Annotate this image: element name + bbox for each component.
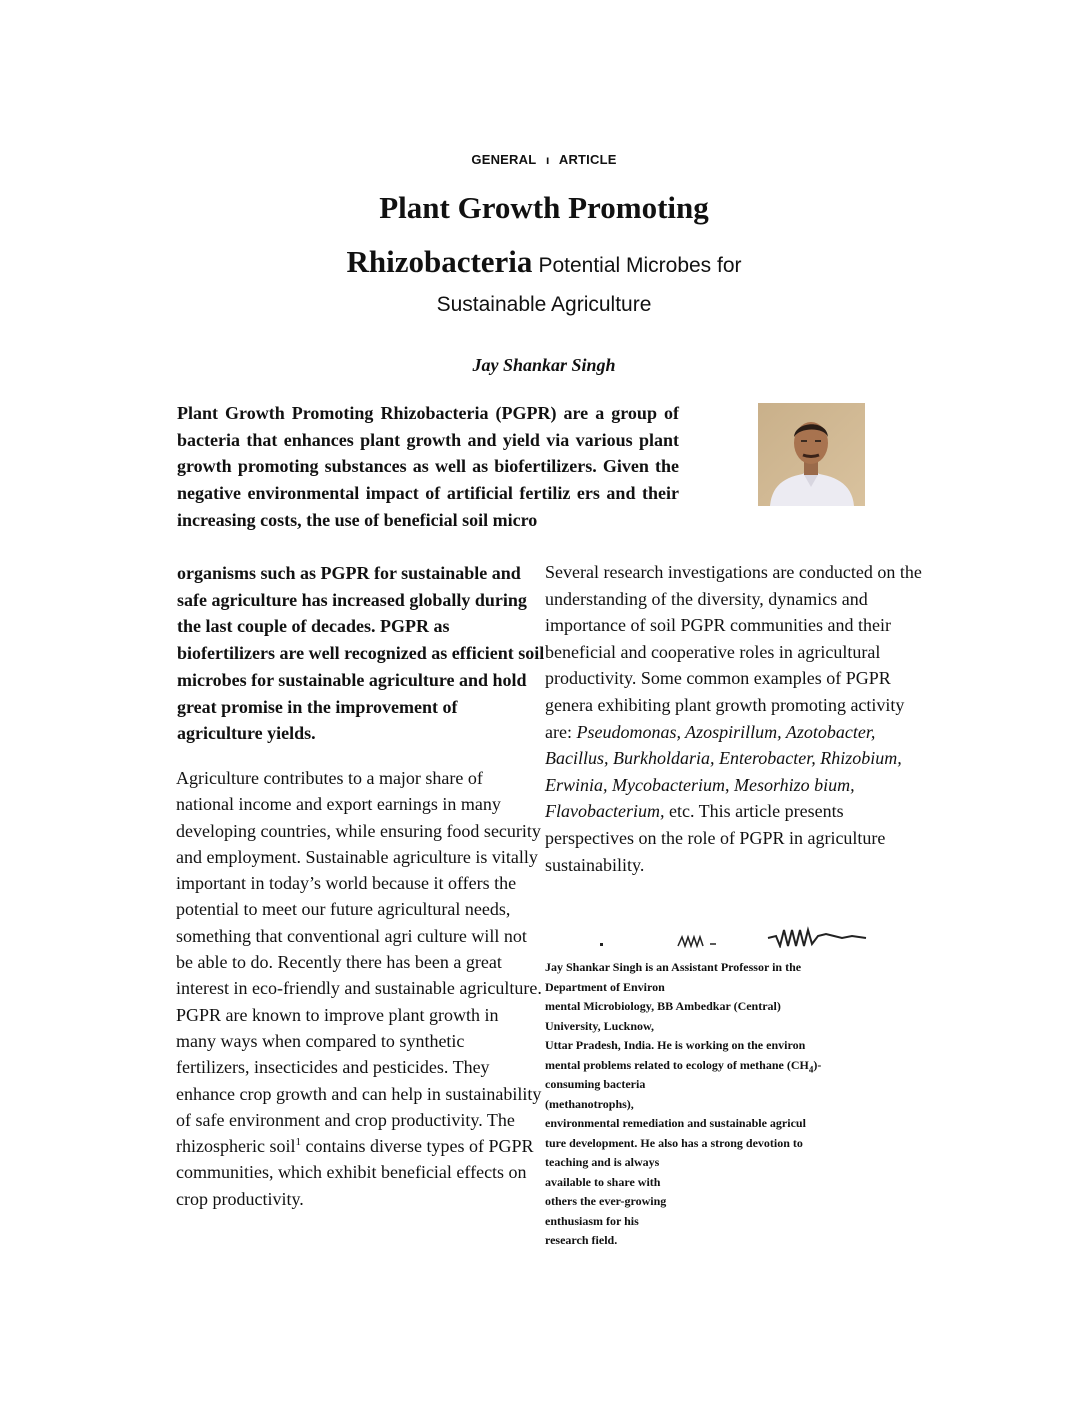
article-subtitle-part1: Potential Microbes for bbox=[538, 254, 742, 277]
author-bio bbox=[545, 958, 875, 1251]
genera-comma: , bbox=[724, 774, 734, 795]
decorative-squiggle bbox=[596, 924, 876, 948]
bio-subscript: 4 bbox=[808, 1063, 814, 1074]
genera-list-a: Pseudomonas, Azospirillum, Azotobacter, Bacillus, Burkholdaria, Enterobacter, Rhizobium, Erwinia, Mycobacterium bbox=[545, 721, 902, 795]
article-title-main: Rhizobacteria bbox=[346, 244, 533, 279]
body-paragraph-right bbox=[545, 559, 925, 878]
bio-line: environmental remediation and sustainable agricul bbox=[545, 1116, 806, 1130]
bio-line bbox=[545, 1056, 875, 1076]
bio-line: others the ever-growing bbox=[545, 1194, 667, 1208]
author-photo-image bbox=[758, 403, 865, 506]
bio-line: mental Microbiology, BB Ambedkar (Central) bbox=[545, 999, 781, 1013]
body-left-text-a: Agriculture contributes to a major share of national income and export earnings in many developing countries, while ensuring food security and employment. Sustainable agriculture is vitally important in today’s world because it offers the potential to meet our future agricultural needs, something that conventional agri culture will not be able to do. Recently there has been a great interest in eco-friendly and sustainable agriculture. PGPR are known to improve plant growth in many ways when compared to synthetic fertilizers, insecticides and pesticides. They enhance crop growth and can help in sustainability of safe environment and crop productivity. The rhizospheric soil bbox=[176, 768, 542, 1157]
section-label-left: GENERAL bbox=[471, 152, 537, 167]
section-separator: Ⅰ bbox=[545, 156, 550, 166]
bio-line-text: )- bbox=[813, 1057, 822, 1072]
bio-line: research field. bbox=[545, 1233, 618, 1247]
bio-line: Jay Shankar Singh is an Assistant Professor in the bbox=[545, 960, 802, 974]
genera-list-b: Mesorhizo bium, Flavobacterium, bbox=[545, 774, 855, 822]
author-name: Jay Shankar Singh bbox=[472, 355, 616, 375]
abstract-top: Plant Growth Promoting Rhizobacteria (PGPR) are a group of bacteria that enhances plant growth and yield via various plant growth promoting substances as well as biofertilizers. Given the negative environmental impact of artificial fertiliz ers and their increasing costs, the use of beneficial soil micro bbox=[177, 403, 679, 530]
article-title-line1: Plant Growth Promoting bbox=[379, 190, 709, 225]
body-right-text-a: Several research investigations are conducted on the understanding of the diversity, dynamics and importance of soil PGPR communities and their beneficial and cooperative roles in agricultural productivity. Some common examples of PGPR genera exhibiting plant growth promoting activity are: bbox=[545, 562, 922, 742]
body-left-text-b: contains diverse types of PGPR communities, which exhibit beneficial effects on crop productivity. bbox=[176, 1136, 534, 1209]
abstract-bottom: organisms such as PGPR for sustainable and safe agriculture has increased globally during the last couple of decades. PGPR as biofertilizers are well recognized as efficient soil microbes for sustainable agriculture and hold great promise in the improvement of agriculture yields. bbox=[177, 563, 545, 744]
article-title-line2 bbox=[0, 244, 1088, 280]
bio-line: Uttar Pradesh, India. He is working on the environ bbox=[545, 1038, 806, 1052]
bio-line: (methanotrophs), bbox=[545, 1096, 634, 1111]
section-label bbox=[0, 152, 1088, 167]
bio-line: available to share with bbox=[545, 1174, 661, 1189]
bio-line: enthusiasm for his bbox=[545, 1213, 639, 1228]
bio-line: ture development. He also has a strong devotion to bbox=[545, 1135, 803, 1150]
author-photo bbox=[758, 403, 865, 506]
bio-line: Department of Environ bbox=[545, 979, 665, 994]
bio-line: consuming bacteria bbox=[545, 1077, 646, 1091]
bio-line-text: mental problems related to ecology of methane (CH bbox=[545, 1057, 809, 1072]
footnote-ref: 1 bbox=[295, 1136, 301, 1149]
body-paragraph-left bbox=[176, 765, 542, 1212]
section-label-right: ARTICLE bbox=[558, 152, 617, 167]
article-subtitle-part2: Sustainable Agriculture bbox=[436, 293, 652, 316]
bio-line: University, Lucknow, bbox=[545, 1018, 655, 1033]
body-right-text-b: etc. This article presents perspectives on the role of PGPR in agriculture sustainability. bbox=[545, 801, 886, 875]
bio-line: teaching and is always bbox=[545, 1155, 660, 1169]
